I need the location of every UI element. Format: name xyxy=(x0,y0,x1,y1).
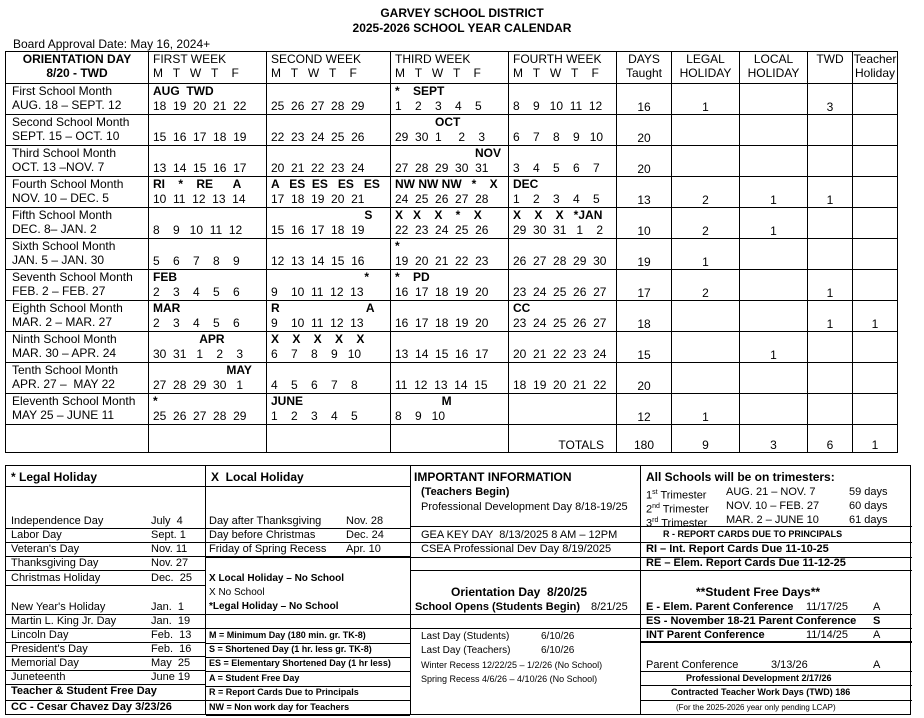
teacher-holiday-cell xyxy=(853,270,898,301)
days-taught-cell: 17 xyxy=(617,270,672,301)
trimester-row: 2nd Trimester xyxy=(646,503,709,516)
last-day-teachers-label: Last Day (Teachers) xyxy=(421,645,511,656)
parent-conference-label: Parent Conference xyxy=(646,659,739,671)
twd-header: TWD xyxy=(808,52,853,84)
legal-holiday-cell: 1 xyxy=(672,84,740,115)
twd-cell xyxy=(808,115,853,146)
week-2-cell: 25 26 27 28 29 xyxy=(267,84,391,115)
days-taught-cell: 20 xyxy=(617,363,672,394)
week-1-cell: * 25 26 27 28 29 xyxy=(149,394,267,425)
legend-entry: ES = Elementary Shortened Day (1 hr less) xyxy=(209,658,391,668)
month-label: Seventh School Month FEB. 2 – FEB. 27 xyxy=(6,270,149,301)
free-day-date: 11/17/25 xyxy=(806,601,849,613)
legal-holiday-date: Nov. 11 xyxy=(151,543,188,555)
week-4-cell: 20 21 22 23 24 xyxy=(509,332,617,363)
week-3-cell: OCT 29 30 1 2 3 xyxy=(391,115,509,146)
legal-holiday-cell: 2 xyxy=(672,208,740,239)
totals-row xyxy=(6,425,898,453)
legal-holiday-cell xyxy=(672,115,740,146)
month-row xyxy=(6,208,898,239)
fourth-week-header: FOURTH WEEK M T W T F xyxy=(509,52,617,84)
month-label: Tenth School Month APR. 27 – MAY 22 xyxy=(6,363,149,394)
week-1-cell: AUG TWD 18 19 20 21 22 xyxy=(149,84,267,115)
week-3-cell: 16 17 18 19 20 xyxy=(391,301,509,332)
week-3-cell: 13 14 15 16 17 xyxy=(391,332,509,363)
legal-holiday-cell: 1 xyxy=(672,239,740,270)
teacher-holiday-cell xyxy=(853,177,898,208)
local-holiday-date: Nov. 28 xyxy=(346,515,384,527)
legal-holiday-name: Independence Day xyxy=(11,515,104,527)
twd-cell: 1 xyxy=(808,177,853,208)
week-1-cell: 5 6 7 8 9 xyxy=(149,239,267,270)
trimester-days: 60 days xyxy=(849,500,888,512)
legal-holiday-name: Labor Day xyxy=(11,529,62,541)
twd-cell: 3 xyxy=(808,84,853,115)
report-cards-note: R - REPORT CARDS DUE TO PRINCIPALS xyxy=(663,529,843,539)
days-taught-cell: 18 xyxy=(617,301,672,332)
legal-holiday-date: Jan. 1 xyxy=(151,601,185,613)
local-holiday-panel xyxy=(206,466,411,714)
legend-section xyxy=(5,465,911,715)
cesar-chavez-day: CC - Cesar Chavez Day 3/23/26 xyxy=(11,701,172,713)
month-row xyxy=(6,363,898,394)
week-4-cell: DEC 1 2 3 4 5 xyxy=(509,177,617,208)
week-2-cell: 12 13 14 15 16 xyxy=(267,239,391,270)
week-4-cell: 3 4 5 6 7 xyxy=(509,146,617,177)
legal-holiday-date: June 19 xyxy=(151,671,191,683)
legend-entry: M = Minimum Day (180 min. gr. TK-8) xyxy=(209,630,366,640)
spring-recess: Spring Recess 4/6/26 – 4/10/26 (No School) xyxy=(421,674,598,684)
local-holiday-cell xyxy=(740,301,808,332)
week-2-cell: 22 23 24 25 26 xyxy=(267,115,391,146)
month-row xyxy=(6,301,898,332)
legal-holiday-date: July 4 xyxy=(151,515,183,527)
twd-cell: 1 xyxy=(808,270,853,301)
local-holiday-date: Dec. 24 xyxy=(346,529,384,541)
week-3-cell: X X X * X 22 23 24 25 26 xyxy=(391,208,509,239)
parent-conference-date: 3/13/26 xyxy=(771,659,808,671)
legal-holiday-cell xyxy=(672,332,740,363)
free-day-code: A xyxy=(873,601,881,613)
legend-entry: X No School xyxy=(209,587,265,598)
legal-holiday-name: Martin L. King Jr. Day xyxy=(11,615,117,627)
totals-teacher: 1 xyxy=(853,425,898,453)
free-day-label: E - Elem. Parent Conference xyxy=(646,601,794,613)
week-4-cell: 18 19 20 21 22 xyxy=(509,363,617,394)
month-label: Second School Month SEPT. 15 – OCT. 10 xyxy=(6,115,149,146)
legal-holiday-name: New Year's Holiday xyxy=(11,601,106,613)
twd-cell xyxy=(808,239,853,270)
legal-holiday-header: LEGAL HOLIDAY xyxy=(672,52,740,84)
week-1-cell: RI * RE A 10 11 12 13 14 xyxy=(149,177,267,208)
totals-label: TOTALS xyxy=(509,425,617,453)
local-holiday-cell xyxy=(740,363,808,394)
local-holiday-cell xyxy=(740,270,808,301)
free-day-code: A xyxy=(873,629,881,641)
totals-days: 180 xyxy=(617,425,672,453)
calendar-title: 2025-2026 SCHOOL YEAR CALENDAR xyxy=(352,21,572,35)
twd-cell xyxy=(808,146,853,177)
week-3-cell: * PD 16 17 18 19 20 xyxy=(391,270,509,301)
month-row xyxy=(6,239,898,270)
week-3-cell: NW NW NW * X 24 25 26 27 28 xyxy=(391,177,509,208)
orientation-header: ORIENTATION DAY 8/20 - TWD xyxy=(6,52,149,84)
week-1-cell: MAY 27 28 29 30 1 xyxy=(149,363,267,394)
days-taught-header: DAYS Taught xyxy=(617,52,672,84)
trimester-range: MAR. 2 – JUNE 10 xyxy=(726,514,819,526)
second-week-header: SECOND WEEK M T W T F xyxy=(267,52,391,84)
teacher-holiday-cell: 1 xyxy=(853,301,898,332)
week-1-cell: FEB 2 3 4 5 6 xyxy=(149,270,267,301)
month-row xyxy=(6,84,898,115)
month-row xyxy=(6,332,898,363)
local-holiday-cell xyxy=(740,394,808,425)
week-2-cell: S 15 16 17 18 19 xyxy=(267,208,391,239)
trimester-range: AUG. 21 – NOV. 7 xyxy=(726,486,816,498)
week-3-cell: NOV 27 28 29 30 31 xyxy=(391,146,509,177)
csea-dev-day: CSEA Professional Dev Day 8/19/2025 xyxy=(421,543,612,555)
teacher-holiday-cell xyxy=(853,115,898,146)
professional-development-day: Professional Development Day 8/18-19/25 xyxy=(421,501,628,513)
week-2-cell: A ES ES ES ES 17 18 19 20 21 xyxy=(267,177,391,208)
totals-legal: 9 xyxy=(672,425,740,453)
trimester-days: 59 days xyxy=(849,486,888,498)
days-taught-cell: 10 xyxy=(617,208,672,239)
twd-cell xyxy=(808,394,853,425)
important-info-panel xyxy=(411,466,641,714)
totals-blank xyxy=(267,425,391,453)
trimester-range: NOV. 10 – FEB. 27 xyxy=(726,500,820,512)
week-3-cell: * 19 20 21 22 23 xyxy=(391,239,509,270)
totals-blank xyxy=(6,425,149,453)
board-approval-date: Board Approval Date: May 16, 2024+ xyxy=(13,37,211,51)
month-label: Eleventh School Month MAY 25 – JUNE 11 xyxy=(6,394,149,425)
free-day-date: 11/14/25 xyxy=(806,629,849,641)
month-row xyxy=(6,270,898,301)
week-2-cell: * 9 10 11 12 13 xyxy=(267,270,391,301)
local-holiday-cell xyxy=(740,115,808,146)
days-taught-cell: 12 xyxy=(617,394,672,425)
local-holiday-cell xyxy=(740,239,808,270)
week-3-cell: M 8 9 10 xyxy=(391,394,509,425)
trimester-row: 3rd Trimester xyxy=(646,517,708,530)
important-heading: IMPORTANT INFORMATION xyxy=(414,470,572,484)
last-day-teachers-date: 6/10/26 xyxy=(541,645,575,656)
local-holiday-date: Apr. 10 xyxy=(346,543,381,555)
legal-holiday-date: Feb. 13 xyxy=(151,629,192,641)
days-taught-cell: 15 xyxy=(617,332,672,363)
teacher-holiday-cell xyxy=(853,363,898,394)
week-4-cell: X X X *JAN 29 30 31 1 2 xyxy=(509,208,617,239)
twd-cell xyxy=(808,332,853,363)
week-3-cell: 11 12 13 14 15 xyxy=(391,363,509,394)
free-day-code: S xyxy=(873,615,881,627)
week-1-cell: MAR 2 3 4 5 6 xyxy=(149,301,267,332)
teacher-holiday-cell xyxy=(853,84,898,115)
local-holiday-header: LOCAL HOLIDAY xyxy=(740,52,808,84)
month-label: Fourth School Month NOV. 10 – DEC. 5 xyxy=(6,177,149,208)
totals-blank xyxy=(391,425,509,453)
free-day-label: ES - November 18-21 Parent Conference xyxy=(646,615,857,627)
month-row xyxy=(6,177,898,208)
week-1-cell: APR 30 31 1 2 3 xyxy=(149,332,267,363)
legend-entry: A = Student Free Day xyxy=(209,673,300,683)
legal-holiday-panel xyxy=(6,466,206,714)
elem-report-cards: RE – Elem. Report Cards Due 11-12-25 xyxy=(646,557,846,569)
twd-cell xyxy=(808,208,853,239)
teacher-holiday-cell xyxy=(853,394,898,425)
gea-key-day: GEA KEY DAY 8/13/2025 8 AM – 12PM xyxy=(421,529,618,541)
month-label: Sixth School Month JAN. 5 – JAN. 30 xyxy=(6,239,149,270)
local-holiday-name: Friday of Spring Recess xyxy=(209,543,327,555)
month-label: Third School Month OCT. 13 –NOV. 7 xyxy=(6,146,149,177)
week-2-cell: X X X X X 6 7 8 9 10 xyxy=(267,332,391,363)
month-row xyxy=(6,394,898,425)
legend-entry: *Legal Holiday – No School xyxy=(209,601,339,612)
header-row xyxy=(6,52,898,84)
legal-holiday-name: Memorial Day xyxy=(11,657,79,669)
trimester-panel xyxy=(641,466,912,714)
month-label: Fifth School Month DEC. 8– JAN. 2 xyxy=(6,208,149,239)
week-4-cell xyxy=(509,394,617,425)
month-label: Eighth School Month MAR. 2 – MAR. 27 xyxy=(6,301,149,332)
legal-holiday-name: President's Day xyxy=(11,643,88,655)
local-holiday-cell: 1 xyxy=(740,177,808,208)
legal-holiday-name: Juneteenth xyxy=(11,671,66,683)
teacher-holiday-cell xyxy=(853,239,898,270)
orientation-day: Orientation Day 8/20/25 xyxy=(451,585,588,599)
district-name: GARVEY SCHOOL DISTRICT xyxy=(380,6,544,20)
legal-holiday-name: Lincoln Day xyxy=(11,629,69,641)
week-4-cell: 23 24 25 26 27 xyxy=(509,270,617,301)
week-1-cell: 8 9 10 11 12 xyxy=(149,208,267,239)
legal-holiday-cell: 2 xyxy=(672,177,740,208)
week-4-cell: 6 7 8 9 10 xyxy=(509,115,617,146)
local-holiday-cell xyxy=(740,146,808,177)
legend-entry: R = Report Cards Due to Principals xyxy=(209,687,359,697)
twd-cell xyxy=(808,363,853,394)
legal-holiday-date: Nov. 27 xyxy=(151,557,189,569)
teacher-holiday-header: Teacher Holiday xyxy=(853,52,898,84)
local-holiday-cell: 1 xyxy=(740,332,808,363)
legal-holiday-name: Veteran's Day xyxy=(11,543,80,555)
days-taught-cell: 20 xyxy=(617,146,672,177)
school-opens-label: School Opens (Students Begin) xyxy=(415,601,581,613)
legend-entry: NW = Non work day for Teachers xyxy=(209,702,350,712)
calendar-grid xyxy=(5,51,898,453)
legal-holiday-cell xyxy=(672,363,740,394)
winter-recess: Winter Recess 12/22/25 – 1/2/26 (No School) xyxy=(421,660,603,670)
week-1-cell: 13 14 15 16 17 xyxy=(149,146,267,177)
legal-holiday-name: Thanksgiving Day xyxy=(11,557,99,569)
local-holiday-cell: 1 xyxy=(740,208,808,239)
third-week-header: THIRD WEEK M T W T F xyxy=(391,52,509,84)
last-day-students-label: Last Day (Students) xyxy=(421,631,510,642)
legal-holiday-date: Feb. 16 xyxy=(151,643,192,655)
local-holiday-name: Day before Christmas xyxy=(209,529,316,541)
first-week-header: FIRST WEEK M T W T F xyxy=(149,52,267,84)
parent-conference-code: A xyxy=(873,659,881,671)
local-holiday-cell xyxy=(740,84,808,115)
week-4-cell: CC 23 24 25 26 27 xyxy=(509,301,617,332)
days-taught-cell: 13 xyxy=(617,177,672,208)
student-free-days-heading: **Student Free Days** xyxy=(696,585,821,599)
legal-holiday-date: May 25 xyxy=(151,657,191,669)
teacher-holiday-cell xyxy=(853,146,898,177)
days-taught-cell: 19 xyxy=(617,239,672,270)
week-2-cell: 20 21 22 23 24 xyxy=(267,146,391,177)
totals-blank xyxy=(149,425,267,453)
local-holiday-heading: X Local Holiday xyxy=(211,470,304,484)
week-2-cell: 4 5 6 7 8 xyxy=(267,363,391,394)
legend-entry: X Local Holiday – No School xyxy=(209,573,345,584)
trimester-row: 1st Trimester xyxy=(646,489,707,502)
trimester-heading: All Schools will be on trimesters: xyxy=(646,470,835,484)
last-day-students-date: 6/10/26 xyxy=(541,631,575,642)
int-report-cards: RI – Int. Report Cards Due 11-10-25 xyxy=(646,543,829,555)
teacher-holiday-cell xyxy=(853,208,898,239)
lcap-note: (For the 2025-2026 year only pending LCAP) xyxy=(676,703,836,712)
local-holiday-name: Day after Thanksgiving xyxy=(209,515,322,527)
twd-cell: 1 xyxy=(808,301,853,332)
legal-holiday-name: Christmas Holiday xyxy=(11,572,101,584)
days-taught-cell: 20 xyxy=(617,115,672,146)
totals-local: 3 xyxy=(740,425,808,453)
legal-holiday-date: Dec. 25 xyxy=(151,572,192,584)
legal-holiday-date: Jan. 19 xyxy=(151,615,191,627)
trimester-days: 61 days xyxy=(849,514,888,526)
pd-day: Professional Development 2/17/26 xyxy=(686,673,832,683)
legal-holiday-cell xyxy=(672,301,740,332)
week-3-cell: * SEPT 1 2 3 4 5 xyxy=(391,84,509,115)
legal-holiday-cell: 2 xyxy=(672,270,740,301)
legal-holiday-cell: 1 xyxy=(672,394,740,425)
legal-holiday-heading: * Legal Holiday xyxy=(11,470,98,484)
twd-total: Contracted Teacher Work Days (TWD) 186 xyxy=(671,687,851,697)
legend-entry: S = Shortened Day (1 hr. less gr. TK-8) xyxy=(209,644,372,654)
school-opens-date: 8/21/25 xyxy=(591,601,628,613)
month-row xyxy=(6,115,898,146)
month-label: First School Month AUG. 18 – SEPT. 12 xyxy=(6,84,149,115)
month-label: Ninth School Month MAR. 30 – APR. 24 xyxy=(6,332,149,363)
days-taught-cell: 16 xyxy=(617,84,672,115)
totals-twd: 6 xyxy=(808,425,853,453)
free-day-label: INT Parent Conference xyxy=(646,629,765,641)
week-4-cell: 8 9 10 11 12 xyxy=(509,84,617,115)
legal-holiday-cell xyxy=(672,146,740,177)
week-1-cell: 15 16 17 18 19 xyxy=(149,115,267,146)
week-2-cell: JUNE 1 2 3 4 5 xyxy=(267,394,391,425)
week-4-cell: 26 27 28 29 30 xyxy=(509,239,617,270)
week-2-cell: R A 9 10 11 12 13 xyxy=(267,301,391,332)
teacher-student-free-day: Teacher & Student Free Day xyxy=(11,685,157,697)
teachers-begin: (Teachers Begin) xyxy=(421,486,510,498)
teacher-holiday-cell xyxy=(853,332,898,363)
legal-holiday-date: Sept. 1 xyxy=(151,529,186,541)
month-row xyxy=(6,146,898,177)
